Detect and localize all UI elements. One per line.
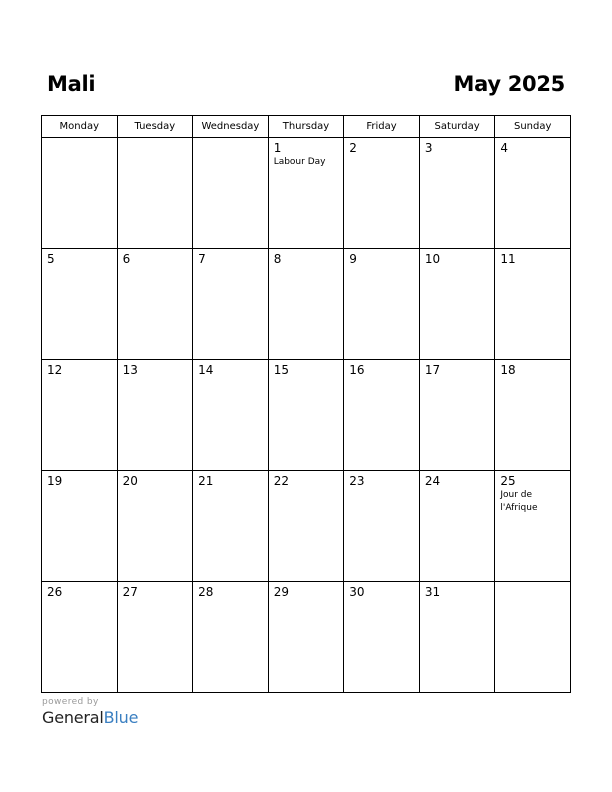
day-number: 13 — [122, 363, 138, 377]
day-cell — [495, 249, 571, 360]
week-row — [42, 249, 571, 360]
day-cell — [495, 471, 571, 582]
footer-branding — [42, 697, 138, 727]
day-number: 11 — [500, 252, 516, 266]
empty-day-cell — [42, 138, 118, 249]
day-number: 25 — [500, 474, 516, 488]
day-cell — [344, 471, 420, 582]
day-number: 23 — [349, 474, 365, 488]
day-number: 28 — [198, 585, 214, 599]
empty-day-cell — [495, 582, 571, 693]
empty-day-cell — [193, 138, 269, 249]
day-cell — [419, 138, 495, 249]
day-cell — [419, 582, 495, 693]
day-number: 6 — [122, 252, 131, 266]
holiday-label: Jour de l'Afrique — [500, 490, 538, 513]
day-cell — [42, 582, 118, 693]
day-cell — [193, 249, 269, 360]
weekday-friday: Friday — [344, 116, 420, 138]
day-number: 31 — [424, 585, 441, 599]
day-number: 24 — [424, 474, 441, 488]
day-number: 30 — [349, 585, 365, 599]
day-cell — [419, 360, 495, 471]
day-number: 18 — [500, 363, 516, 377]
weekday-wednesday: Wednesday — [193, 116, 269, 138]
day-cell — [193, 582, 269, 693]
calendar-body — [42, 138, 571, 693]
day-number: 29 — [273, 585, 289, 599]
day-cell — [344, 249, 420, 360]
day-cell — [193, 471, 269, 582]
day-number: 21 — [198, 474, 214, 488]
day-number: 17 — [424, 363, 441, 377]
day-number: 5 — [47, 252, 55, 266]
weekday-saturday: Saturday — [419, 116, 495, 138]
week-row — [42, 360, 571, 471]
day-number: 22 — [273, 474, 289, 488]
day-number: 8 — [273, 252, 282, 266]
powered-by-text: powered by — [42, 697, 99, 707]
day-cell — [117, 471, 193, 582]
day-number: 3 — [424, 141, 433, 155]
empty-day-cell — [117, 138, 193, 249]
day-number: 9 — [349, 252, 357, 266]
weekday-thursday: Thursday — [268, 116, 344, 138]
day-cell — [344, 582, 420, 693]
weekday-monday: Monday — [42, 116, 118, 138]
day-number: 4 — [500, 141, 509, 155]
month-year-title: May 2025 — [453, 72, 565, 96]
weekday-sunday: Sunday — [495, 116, 571, 138]
day-number: 15 — [273, 363, 289, 377]
day-cell — [419, 249, 495, 360]
day-number: 2 — [349, 141, 357, 155]
day-cell — [268, 471, 344, 582]
logo-blue-text: Blue — [103, 708, 139, 727]
day-cell — [117, 582, 193, 693]
holiday-label: Labour Day — [273, 157, 326, 167]
day-number: 1 — [273, 141, 282, 155]
day-cell — [344, 138, 420, 249]
week-row — [42, 471, 571, 582]
day-cell — [117, 360, 193, 471]
day-cell — [117, 249, 193, 360]
day-number: 20 — [122, 474, 138, 488]
weekday-header-row — [42, 116, 571, 138]
day-cell — [42, 249, 118, 360]
day-number: 12 — [47, 363, 63, 377]
day-cell — [268, 582, 344, 693]
day-number: 14 — [198, 363, 214, 377]
day-cell — [268, 138, 344, 249]
generalblue-logo — [42, 708, 138, 727]
day-cell — [193, 360, 269, 471]
day-number: 10 — [424, 252, 441, 266]
day-cell — [42, 360, 118, 471]
day-number: 19 — [47, 474, 63, 488]
day-number: 26 — [47, 585, 63, 599]
week-row — [42, 582, 571, 693]
day-number: 27 — [122, 585, 138, 599]
day-cell — [495, 360, 571, 471]
day-cell — [42, 471, 118, 582]
day-number: 16 — [349, 363, 365, 377]
day-cell — [268, 360, 344, 471]
country-title: Mali — [47, 72, 96, 96]
day-number: 7 — [198, 252, 206, 266]
calendar-grid — [41, 115, 571, 693]
day-cell — [268, 249, 344, 360]
day-cell — [344, 360, 420, 471]
day-cell — [419, 471, 495, 582]
week-row — [42, 138, 571, 249]
day-cell — [495, 138, 571, 249]
logo-general-text: General — [42, 708, 104, 727]
weekday-tuesday: Tuesday — [117, 116, 193, 138]
